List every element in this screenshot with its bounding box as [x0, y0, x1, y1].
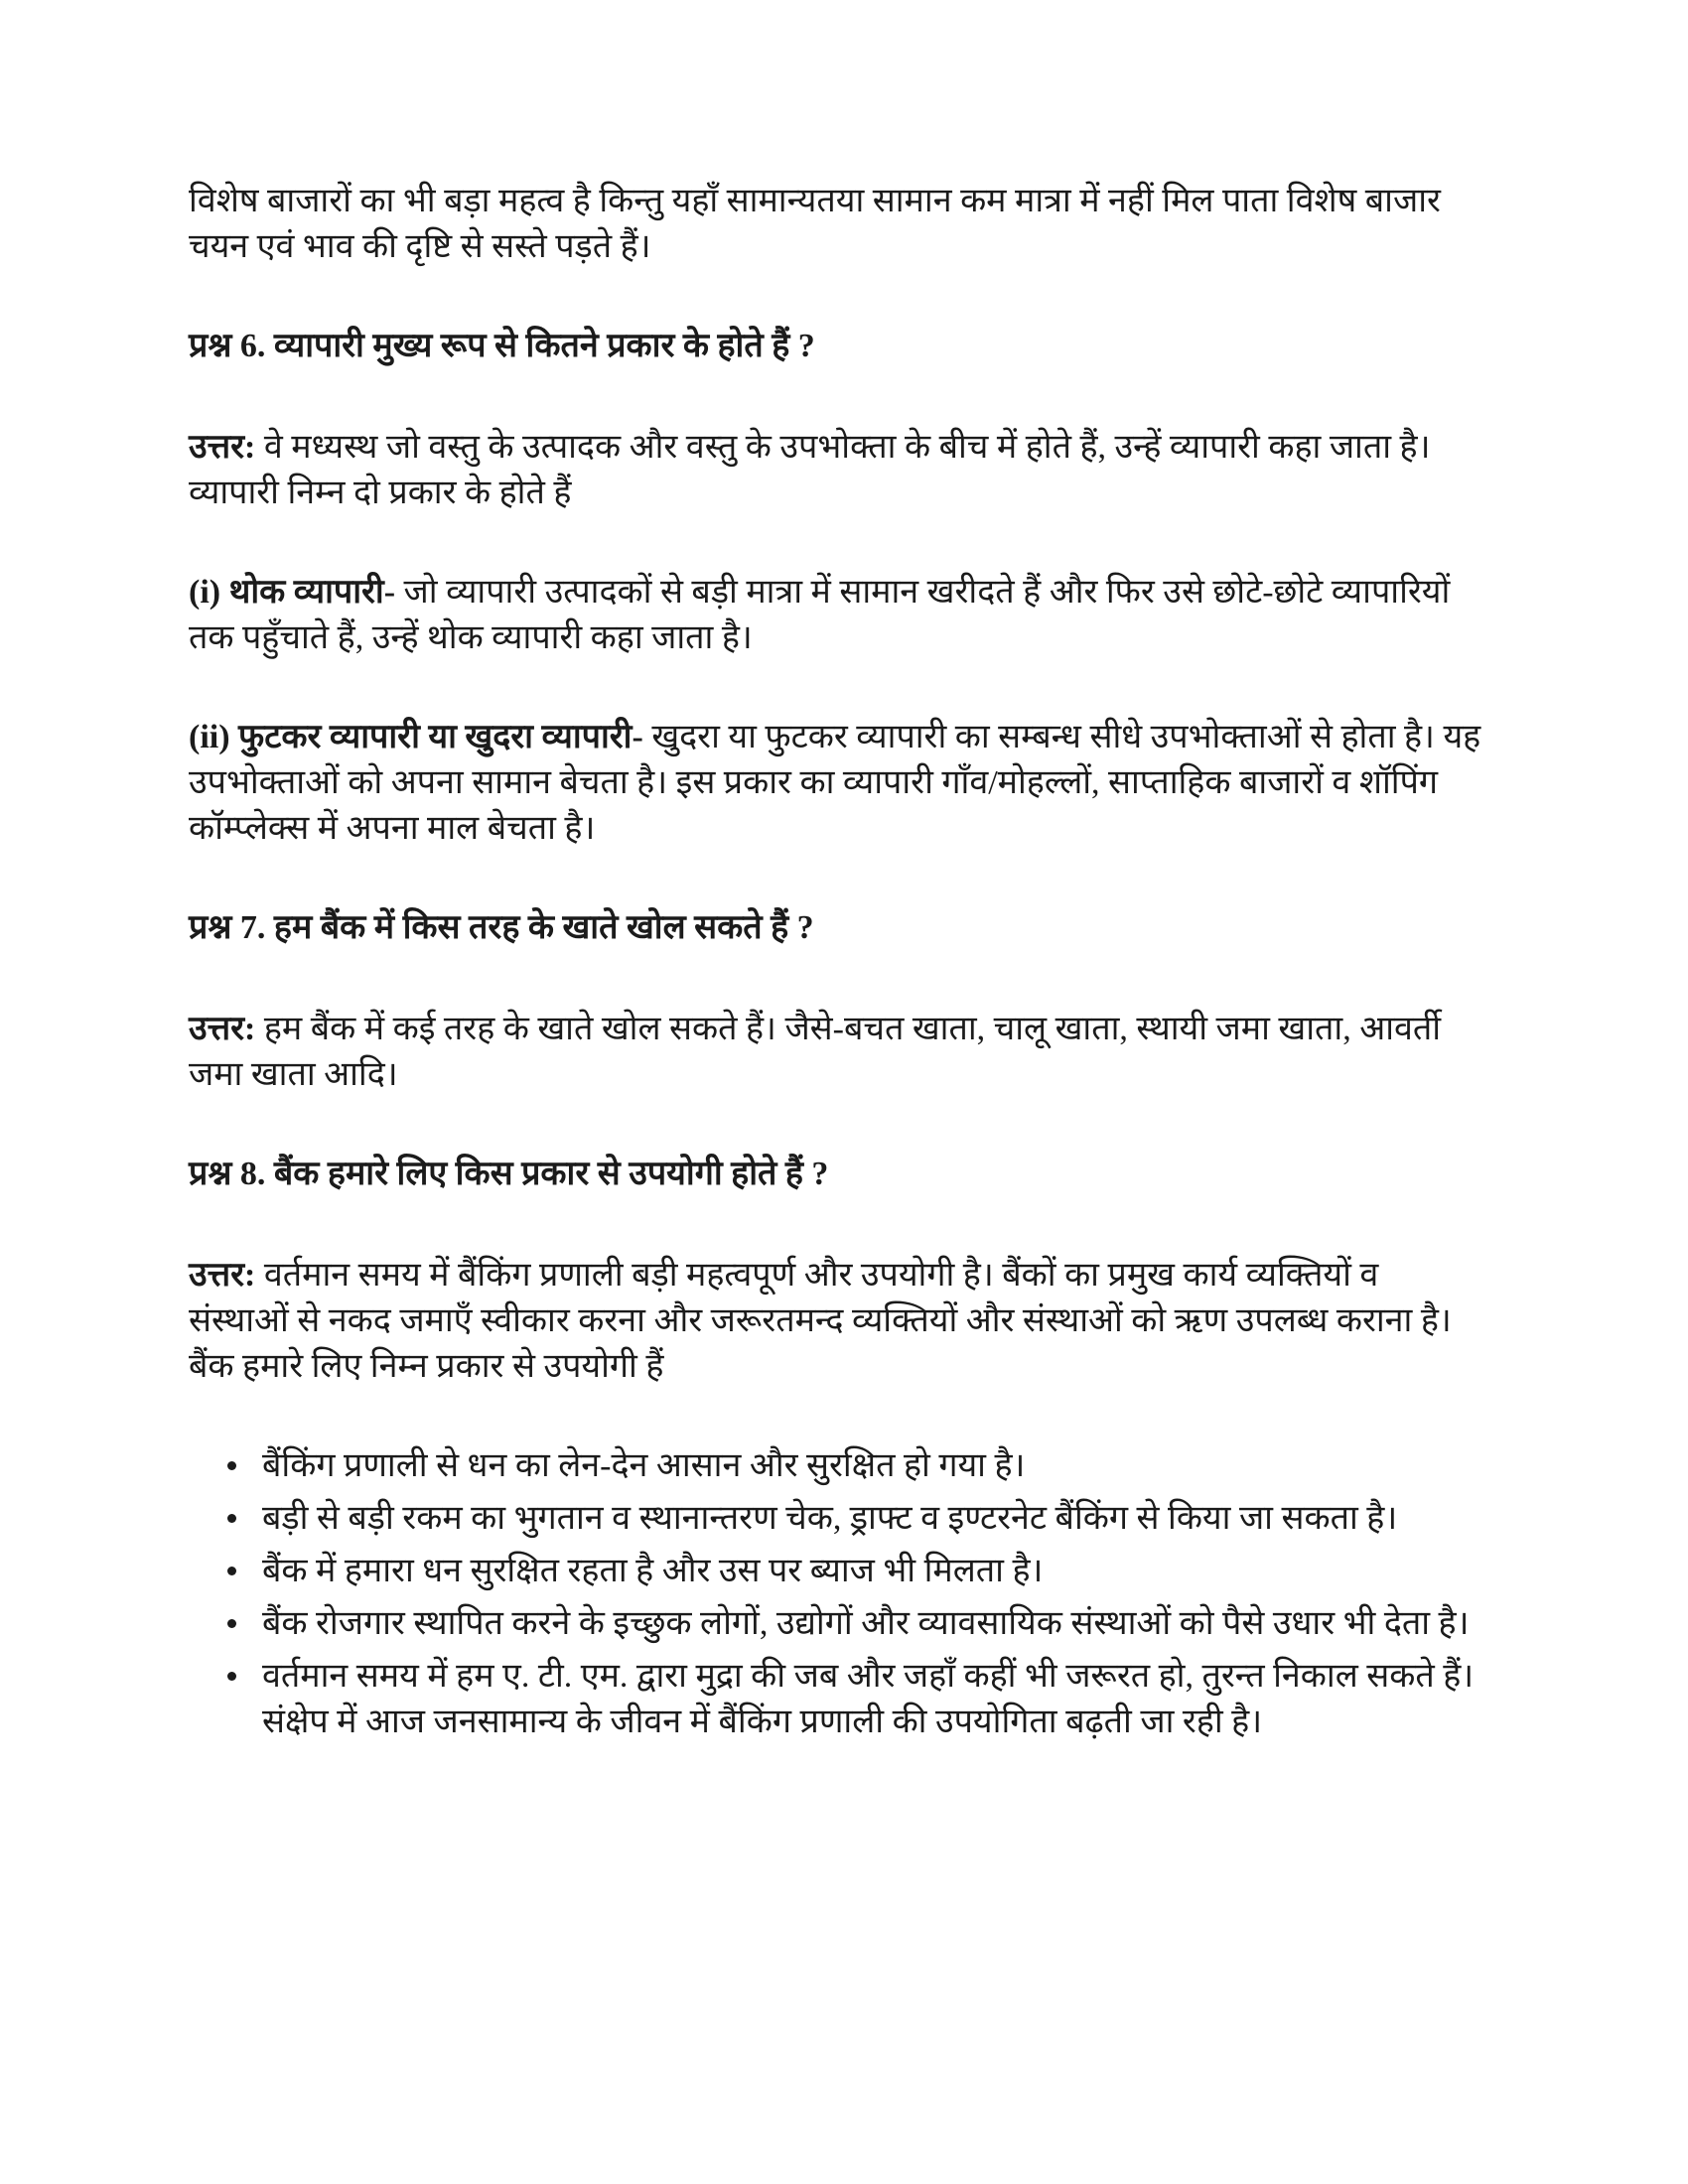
bullet-icon — [227, 1567, 236, 1575]
question-7-answer — [189, 1007, 1484, 1098]
bullet-icon — [227, 1619, 236, 1628]
question-6-point-i — [189, 570, 1484, 661]
list-item-text: बड़ी से बड़ी रकम का भुगतान व स्थानान्तरण चेक, ड्राफ्ट व इण्टरनेट बैंकिंग से किया जा सकता है। — [262, 1500, 1398, 1537]
point-ii-label: (ii) फुटकर व्यापारी या खुदरा व्यापारी- — [189, 719, 643, 755]
list-item-text: बैंकिंग प्रणाली से धन का लेन-देन आसान और सुरक्षित हो गया है। — [262, 1447, 1026, 1484]
answer-label: उत्तर: — [189, 1257, 256, 1294]
answer-label: उत्तर: — [189, 1011, 256, 1047]
bullet-icon — [227, 1514, 236, 1523]
question-6-answer — [189, 425, 1484, 516]
point-ii-text: खुदरा या फुटकर व्यापारी का सम्बन्ध सीधे उपभोक्ताओं से होता है। यह उपभोक्ताओं को अपना सामान बेचता है। इस प्रकार का व्यापारी गाँव/मोहल्लों, साप्ताहिक बाजारों व शॉपिंग कॉम्प्लेक्स में अपना माल बेचता है। — [189, 719, 1481, 847]
answer-text: हम बैंक में कई तरह के खाते खोल सकते हैं। जैसे-बचत खाता, चालू खाता, स्थायी जमा खाता, आवर्ती जमा खाता आदि। — [189, 1011, 1442, 1093]
list-item — [227, 1654, 1484, 1745]
list-item-text: बैंक रोजगार स्थापित करने के इच्छुक लोगों, उद्योगों और व्यावसायिक संस्थाओं को पैसे उधार भी देता है। — [262, 1605, 1470, 1642]
intro-paragraph: विशेष बाजारों का भी बड़ा महत्व है किन्तु यहाँ सामान्यतया सामान कम मात्रा में नहीं मिल पाता विशेष बाजार चयन एवं भाव की दृष्टि से सस्ते पड़ते हैं। — [189, 183, 1441, 265]
question-6-point-ii — [189, 715, 1484, 852]
bank-benefits-list — [189, 1443, 1484, 1745]
answer-text: वर्तमान समय में बैंकिंग प्रणाली बड़ी महत्वपूर्ण और उपयोगी है। बैंकों का प्रमुख कार्य व्यक्तियों व संस्थाओं से नकद जमाएँ स्वीकार करना और जरूरतमन्द व्यक्तियों और संस्थाओं को ऋण उपलब्ध कराना है। बैंक हमारे लिए निम्न प्रकार से उपयोगी हैं — [189, 1257, 1452, 1385]
list-item — [227, 1601, 1484, 1647]
question-7-heading: प्रश्न 7. हम बैंक में किस तरह के खाते खोल सकते हैं ? — [189, 909, 814, 946]
document-page — [189, 179, 1484, 1752]
list-item — [227, 1496, 1484, 1542]
list-item-text: बैंक में हमारा धन सुरक्षित रहता है और उस पर ब्याज भी मिलता है। — [262, 1553, 1044, 1589]
question-6-heading: प्रश्न 6. व्यापारी मुख्य रूप से कितने प्रकार के होते हैं ? — [189, 328, 815, 364]
question-8-answer — [189, 1253, 1484, 1390]
bullet-icon — [227, 1461, 236, 1470]
list-item-text: वर्तमान समय में हम ए. टी. एम. द्वारा मुद्रा की जब और जहाँ कहीं भी जरूरत हो, तुरन्त निकाल सकते हैं। संक्षेप में आज जनसामान्य के जीवन में बैंकिंग प्रणाली की उपयोगिता बढ़ती जा रही है। — [262, 1658, 1475, 1740]
point-i-label: (i) थोक व्यापारी- — [189, 574, 396, 611]
question-8-heading: प्रश्न 8. बैंक हमारे लिए किस प्रकार से उपयोगी होते हैं ? — [189, 1156, 829, 1192]
answer-label: उत्तर: — [189, 429, 256, 466]
answer-text: वे मध्यस्थ जो वस्तु के उत्पादक और वस्तु के उपभोक्ता के बीच में होते हैं, उन्हें व्यापारी कहा जाता है। व्यापारी निम्न दो प्रकार के होते हैं — [189, 429, 1431, 511]
list-item — [227, 1443, 1484, 1489]
bullet-icon — [227, 1672, 236, 1681]
list-item — [227, 1549, 1484, 1594]
point-i-text: जो व्यापारी उत्पादकों से बड़ी मात्रा में सामान खरीदते हैं और फिर उसे छोटे-छोटे व्यापारियों तक पहुँचाते हैं, उन्हें थोक व्यापारी कहा जाता है। — [189, 574, 1451, 656]
